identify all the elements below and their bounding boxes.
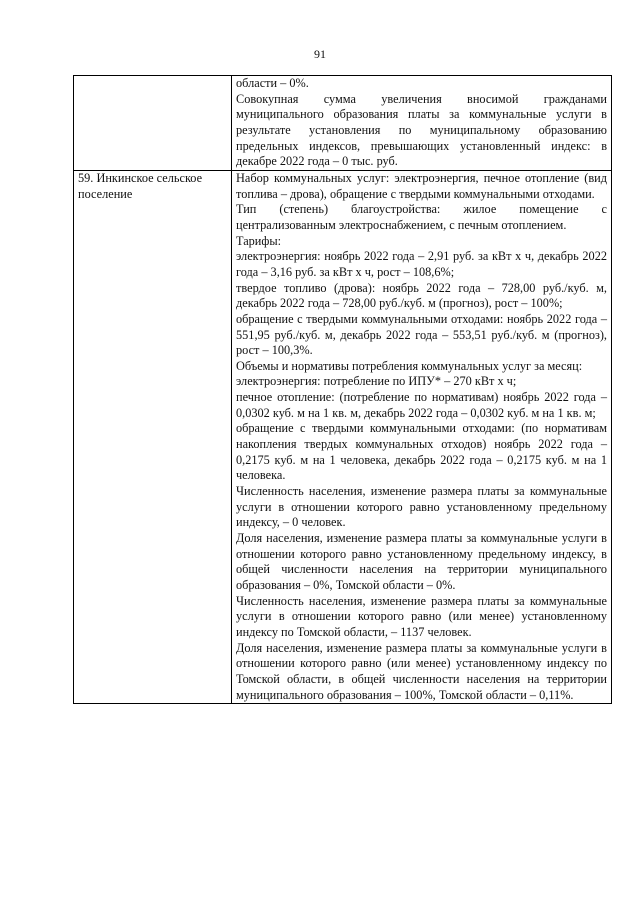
settlement-name: 59. Инкинское сельское поселение: [78, 170, 203, 201]
page-number: 91: [314, 47, 326, 61]
details-paragraph: Численность населения, изменение размера платы за коммунальные услуги в отношении которого равно (или менее) установленному индексу по Томской области, – 1137 человек.: [236, 593, 607, 639]
table-row: [74, 76, 612, 171]
details-paragraph: обращение с твердыми коммунальными отходами: ноябрь 2022 года – 551,95 руб./куб. м, декабрь 2022 года – 553,51 руб./куб. м (прогноз), рост – 100,3%.: [236, 311, 607, 358]
details-cell: [232, 76, 612, 171]
details-paragraph: электроэнергия: ноябрь 2022 года – 2,91 руб. за кВт х ч, декабрь 2022 года – 3,16 руб. за кВт х ч, рост – 108,6%;: [236, 249, 607, 279]
details-paragraph: твердое топливо (дрова): ноябрь 2022 года – 728,00 руб./куб. м, декабрь 2022 года – 728,00 руб./куб. м (прогноз), рост – 100%;: [236, 280, 607, 311]
details-paragraph: Объемы и нормативы потребления коммунальных услуг за месяц:: [236, 358, 583, 373]
details-paragraph: Численность населения, изменение размера платы за коммунальные услуги в отношении которого равно установленному предельному индексу, – 0 человек.: [236, 484, 607, 530]
settlement-cell: [74, 76, 232, 171]
details-paragraph: Доля населения, изменение размера платы за коммунальные услуги в отношении которого равно (или менее) установленному индексу по Томской области, в общей численности населения на территории муниципального образования – 100%, Томской области – 0,11%.: [236, 640, 607, 702]
details-paragraph: области – 0%.: [236, 76, 309, 90]
details-paragraph: Доля населения, изменение размера платы за коммунальные услуги в отношении которого равно установленному предельному индексу, в общей численности населения на территории муниципального образования – 0%, Томской области – 0%.: [236, 531, 607, 592]
details-paragraph: печное отопление: (потребление по нормативам) ноябрь 2022 года – 0,0302 куб. м на 1 кв. м, декабрь 2022 года – 0,0302 куб. м на 1 кв. м;: [236, 390, 607, 420]
tariff-table: [73, 75, 612, 704]
details-paragraph: обращение с твердыми коммунальными отходами: (по нормативам накопления твердых коммунальных отходов) ноябрь 2022 года – 0,2175 куб. м на 1 человека, декабрь 2022 года – 0,2175 куб. м на 1 человека.: [236, 421, 607, 483]
table-row: [74, 170, 612, 703]
details-paragraph: Совокупная сумма увеличения вносимой гражданами муниципального образования платы за коммунальные услуги в результате установления по муниципальному образованию предельных индексов, превышающих установленный индекс: в декабре 2022 года – 0 тыс. руб.: [236, 91, 607, 169]
details-cell: [232, 170, 612, 703]
settlement-cell: [74, 170, 232, 703]
details-paragraph: Тарифы:: [236, 233, 282, 248]
tariff-table-body: [74, 76, 612, 704]
details-paragraph: Набор коммунальных услуг: электроэнергия, печное отопление (вид топлива – дрова), обращение с твердыми коммунальными отходами.: [236, 170, 607, 201]
details-paragraph: Тип (степень) благоустройства: жилое помещение с централизованным электроснабжением, с печным отоплением.: [236, 202, 607, 232]
details-paragraph: электроэнергия: потребление по ИПУ* – 270 кВт х ч;: [236, 374, 517, 389]
